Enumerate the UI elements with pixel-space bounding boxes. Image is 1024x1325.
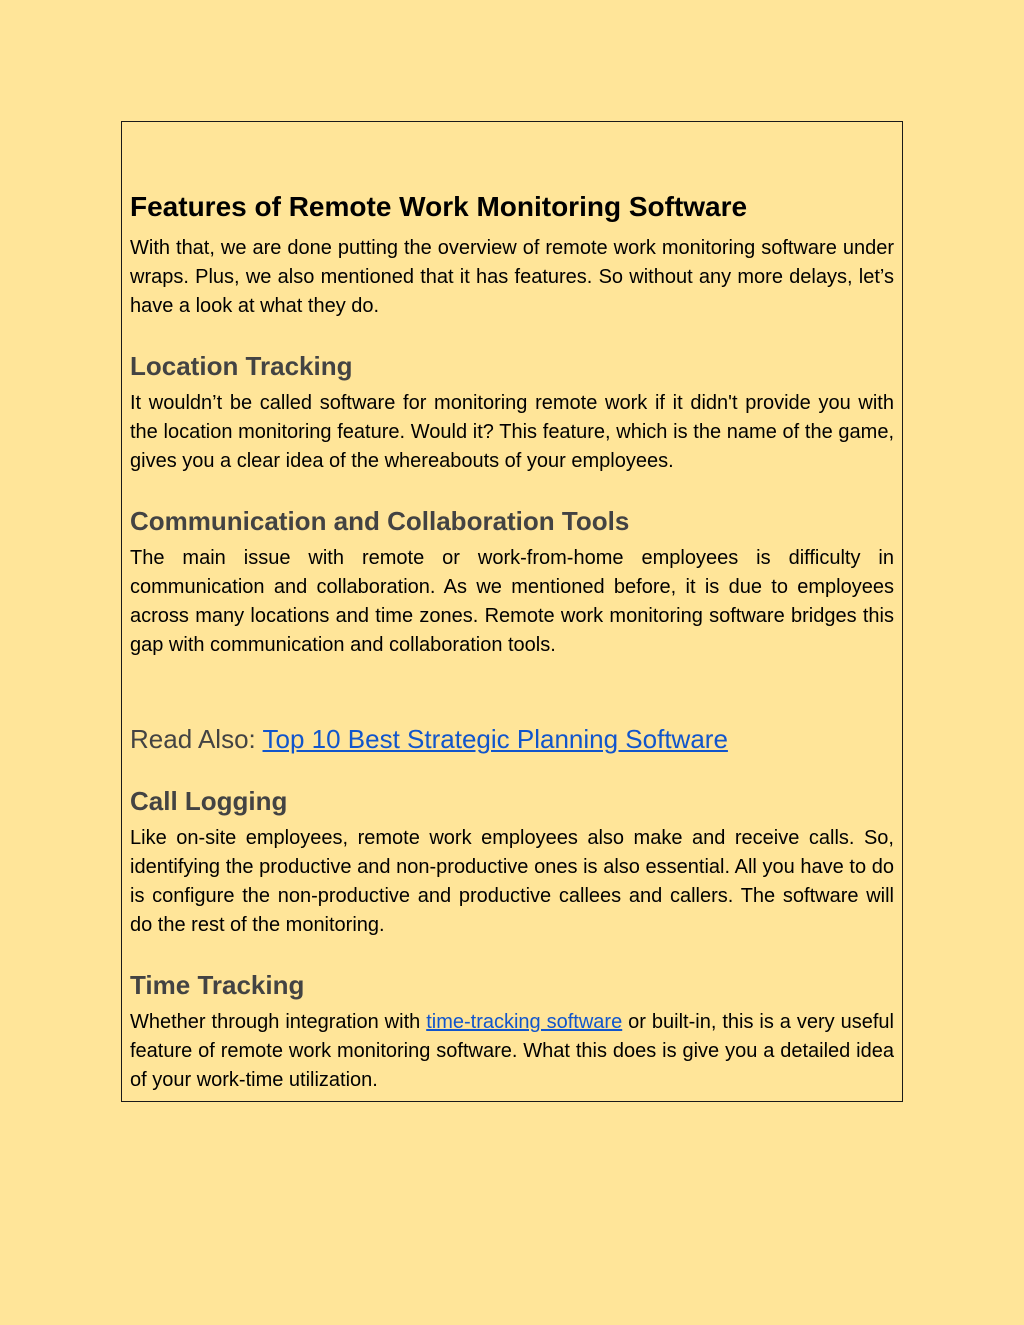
- paragraph-time-tracking: [130, 1008, 894, 1095]
- paragraph-communication-tools: The main issue with remote or work-from-home employees is difficulty in communication and collaboration. As we mentioned before, it is due to employees across many locations and time zones. Remote work monitoring software bridges this gap with communication and collaboration tools.: [130, 547, 894, 656]
- heading-call-logging: Call Logging: [130, 786, 288, 816]
- time-tracking-text-before: Whether through integration with: [130, 1011, 427, 1033]
- read-also-link[interactable]: Top 10 Best Strategic Planning Software: [262, 724, 728, 754]
- time-tracking-text-after: or built-in, this is a very useful feature of remote work monitoring software. What this does is give you a detailed idea of your work-time utilization.: [130, 1011, 894, 1091]
- intro-paragraph: With that, we are done putting the overview of remote work monitoring software under wraps. Plus, we also mentioned that it has features. So without any more delays, let’s have a look at what they do.: [130, 237, 894, 317]
- read-also: [130, 722, 894, 756]
- time-tracking-software-link[interactable]: time-tracking software: [426, 1011, 623, 1033]
- heading-communication-tools: Communication and Collaboration Tools: [130, 506, 630, 536]
- page-title: Features of Remote Work Monitoring Software: [130, 191, 748, 222]
- heading-location-tracking: Location Tracking: [130, 351, 353, 381]
- read-also-label: Read Also:: [130, 724, 263, 754]
- heading-time-tracking: Time Tracking: [130, 970, 305, 1000]
- article: [130, 188, 894, 1095]
- paragraph-location-tracking: It wouldn’t be called software for monitoring remote work if it didn't provide you with the location monitoring feature. Would it? This feature, which is the name of the game, gives you a clear idea of the whereabouts of your employees.: [130, 392, 894, 472]
- paragraph-call-logging: Like on-site employees, remote work employees also make and receive calls. So, identifying the productive and non-productive ones is also essential. All you have to do is configure the non-productive and productive callees and callers. The software will do the rest of the monitoring.: [130, 827, 894, 936]
